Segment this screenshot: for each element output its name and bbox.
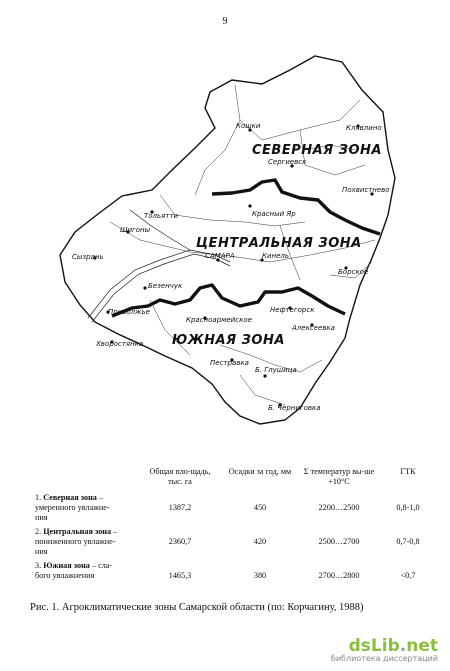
place-krasny-yar: Красный Яр xyxy=(252,210,296,218)
place-kinel: Кинель xyxy=(262,252,290,260)
place-b-glushitsa: Б. Глушица xyxy=(255,366,297,374)
place-sergievsk: Сергиевск xyxy=(268,158,307,166)
place-neftegorsk: Нефтегорск xyxy=(270,306,315,314)
place-pestravka: Пестравка xyxy=(210,359,249,367)
footer-watermark[interactable] xyxy=(331,636,438,663)
place-klyavlino: Клявлино xyxy=(346,124,382,132)
place-alekseevka: Алексеевка xyxy=(292,324,335,332)
table-row: 3. Южная зона – сла- бого увлажнения xyxy=(35,561,113,580)
place-khvorostyanka: Хворостянка xyxy=(96,340,144,348)
central-zone-label: ЦЕНТРАЛЬНАЯ ЗОНА xyxy=(196,236,362,251)
place-borskoe: Борское xyxy=(338,268,369,276)
volga-river xyxy=(88,210,230,322)
place-tolyatti: Тольятти xyxy=(144,212,179,220)
table-row: 1. Северная зона – умеренного увлажне- ния xyxy=(35,493,110,522)
header-temp: Σ температур вы-ше +10°С xyxy=(303,467,375,486)
place-shigony: Шигоны xyxy=(120,226,151,234)
place-krasnoarmeyskoe: Красноармейское xyxy=(186,316,252,324)
south-zone-label: ЮЖНАЯ ЗОНА xyxy=(172,333,285,348)
place-koshki: Кошки xyxy=(236,122,261,130)
place-b-chernigovka: Б. Черниговка xyxy=(268,404,321,412)
page-number: 9 xyxy=(222,16,228,27)
place-bezenchuk: Безенчук xyxy=(148,282,183,290)
place-samara: САМАРА xyxy=(205,252,235,260)
figure-caption: Рис. 1. Агроклиматические зоны Самарской области (по: Корчагину, 1988) xyxy=(30,602,364,613)
site-subtitle: библиотека диссертаций xyxy=(330,654,438,663)
header-precip: Осадки за год, мм xyxy=(228,467,292,476)
place-pokhvistnevo: Похвистнево xyxy=(342,186,390,194)
place-privolzhye: Приволжье xyxy=(108,308,150,316)
table-row: 2. Центральная зона – пониженного увлажне- ния xyxy=(35,527,118,556)
header-gtk: ГТК xyxy=(400,467,416,476)
site-logo[interactable]: dsLib.net xyxy=(348,636,438,656)
header-area: Общая пло-щадь, тыс. га xyxy=(149,467,211,486)
place-syzran: Сызрань xyxy=(72,253,104,261)
north-zone-label: СЕВЕРНАЯ ЗОНА xyxy=(252,143,382,158)
